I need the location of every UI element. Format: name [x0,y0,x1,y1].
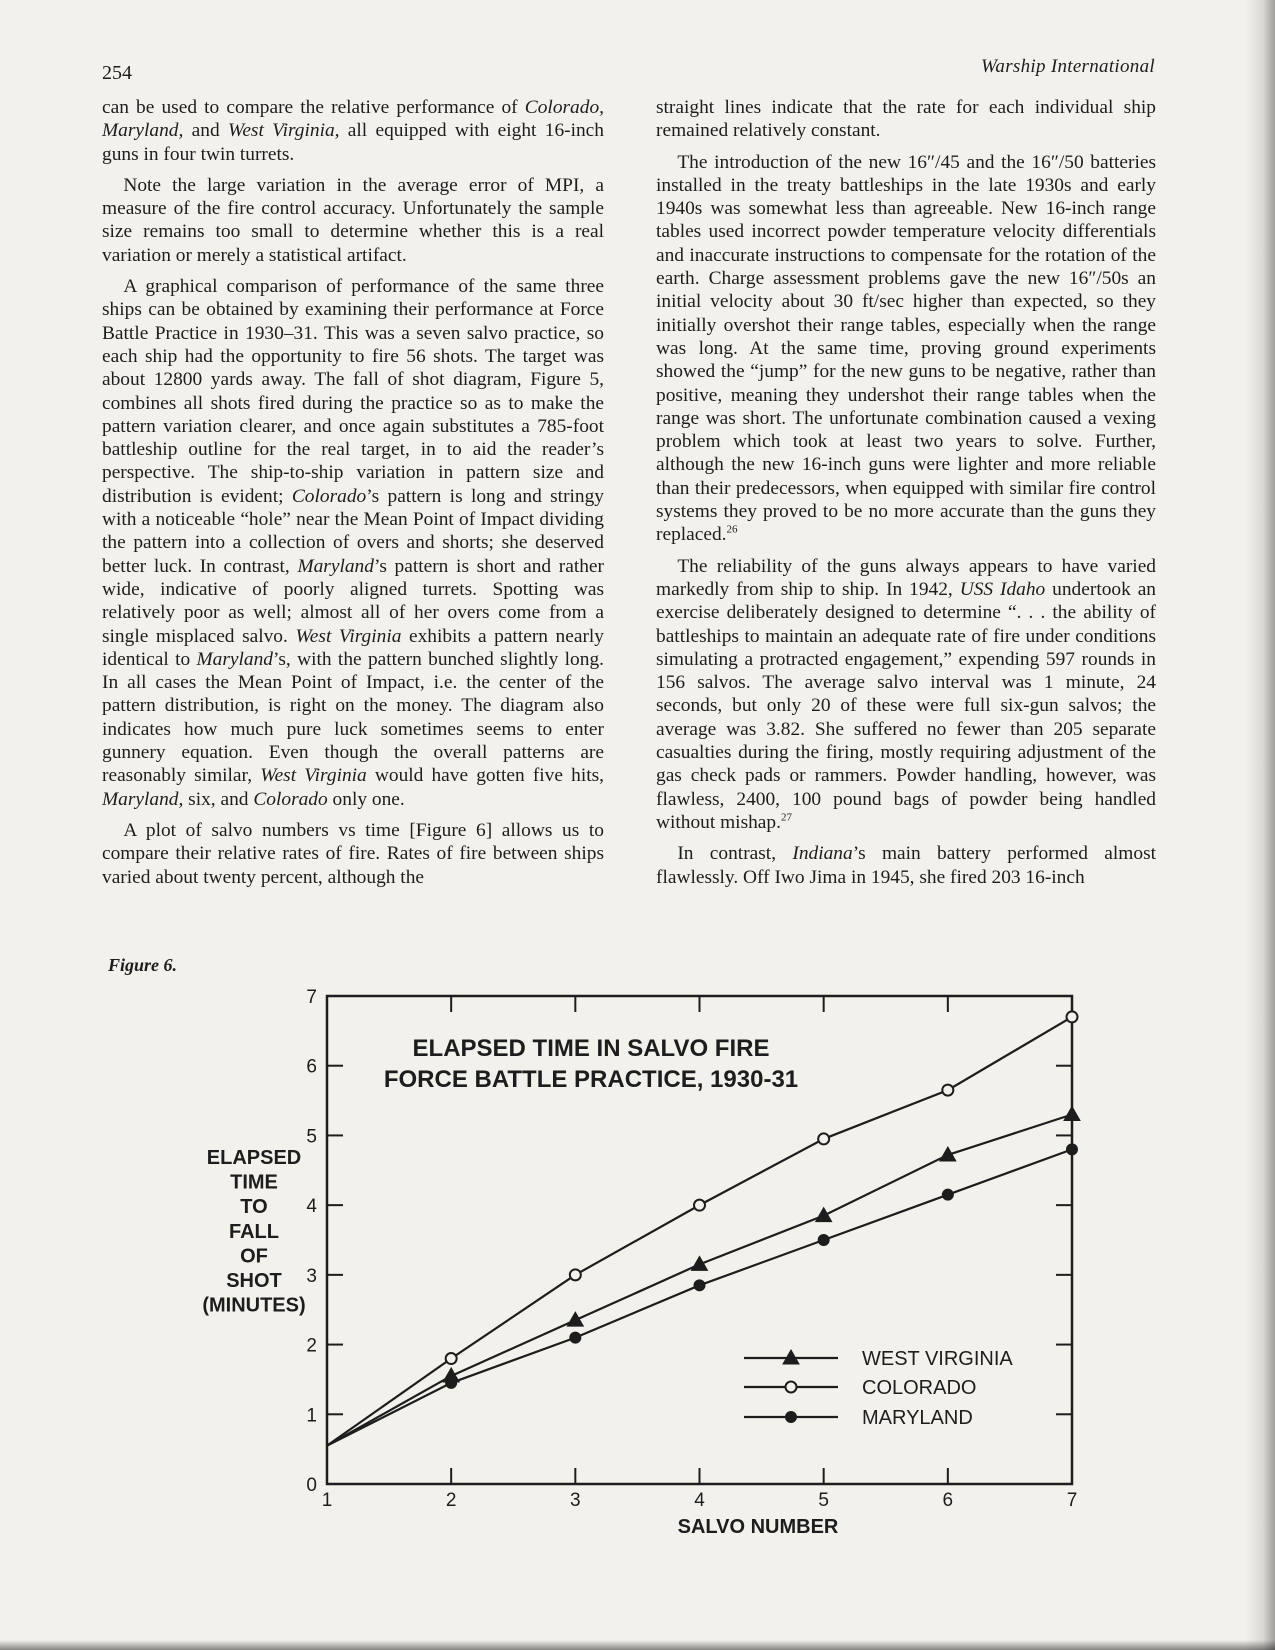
text-run: Maryland, [102,788,184,810]
data-point [818,1235,829,1246]
text-run: West Virginia [260,765,367,787]
text-run: and [183,120,228,142]
text-run: The reliability of the guns always appears to have varied markedly from ship to ship. In 1942, [656,555,1156,600]
text-run: exhibits a pattern nearly identical to [102,625,604,670]
series-colorado [327,1011,1078,1445]
page-bottom-edge [0,1640,1275,1650]
data-point [694,1280,705,1291]
footnote-ref: 26 [726,523,738,536]
data-point [443,1368,459,1382]
chart-title-line: FORCE BATTLE PRACTICE, 1930-31 [383,1066,799,1093]
text-run: Colorado [291,485,367,507]
data-point [1067,1011,1078,1022]
paragraph [656,151,1156,547]
x-tick-label: 3 [570,1490,581,1511]
y-axis-label-line: FALL [229,1220,279,1243]
x-tick-label: 4 [694,1490,705,1511]
text-run: Colorado, Maryland, [102,97,604,142]
series-line [327,1017,1072,1446]
text-run: straight lines indicate that the rate for each individual ship remained relatively constant. [656,97,1156,142]
y-tick-label: 5 [306,1126,317,1148]
y-tick-label: 6 [306,1056,317,1078]
text-run: Note the large variation in the average error of MPI, a measure of the fire control accuracy. Unfortunately the sample size remains too small to determine whether this is a real variation or merely a statistical artifact. [102,174,604,266]
text-run: In contrast, [677,843,793,865]
text-run: West Virginia [295,625,402,647]
x-tick-label: 6 [942,1490,954,1511]
data-point [694,1200,705,1211]
y-tick-label: 2 [306,1335,317,1357]
x-tick-label: 1 [321,1490,333,1511]
data-point [570,1269,581,1280]
text-run: USS Idaho [959,578,1046,600]
chart-legend [744,1348,1013,1429]
paragraph [102,96,604,166]
text-run: The introduction of the new 16″/45 and the 16″/50 batteries installed in the treaty battleships in the late 1930s and early 1940s was somewhat less than agreeable. New 16-inch range tables used incorrect powder temperature velocity differentials and inaccurate instructions to compensate for the rotation of the earth. Charge assessment problems gave the new 16″/50s an initial velocity about 30 ft/sec higher than expected, so they initially overshot their range tables, especially when the range was long. At the same time, proving ground experiments showed the “jump” for the new guns to be negative, rather than positive, meaning they undershot their range tables when the range was short. The unfortunate combination caused a vexing problem which took at least two years to solve. Further, although the new 16-inch guns were lighter and more reliable than their predecessors, when equipped with similar fire control systems they proved to be no more accurate than the guns they replaced. [656,151,1156,546]
data-point [940,1147,956,1161]
data-point [446,1377,457,1388]
text-run: Maryland [196,648,273,670]
text-run: Colorado [253,788,328,810]
data-point [816,1208,832,1222]
chart-title-line: ELAPSED TIME IN SALVO FIRE [412,1035,770,1062]
x-tick-label: 2 [445,1490,457,1511]
text-run: A graphical comparison of performance of the same three ships can be obtained by examining their performance at Force Battle Practice in 1930–31. This was a seven salvo practice, so each ship had the opportunity to fire 56 shots. The target was about 12800 yards away. The fall of shot diagram, Figure 5, combines all shots fired during the practice so as to make the pattern variation clearer, and once again substitutes a 785-foot battleship outline for the real target, in to aid the reader’s perspective. The ship-to-ship variation in pattern size and distribution is evident; [102,276,604,507]
y-tick-label: 4 [306,1196,317,1218]
legend-marker [786,1382,797,1393]
y-tick-label: 3 [306,1265,317,1287]
series-maryland [327,1144,1078,1446]
data-point [692,1256,708,1270]
data-point [1067,1144,1078,1155]
text-run: Maryland [297,555,374,577]
journal-name: Warship International [981,56,1155,77]
paragraph [102,174,604,267]
text-run: ’s pattern is long and stringy with a noticeable “hole” near the Mean Point of Impact dividing the pattern into a collection of overs and shorts; she deserved better luck. In contrast, [102,485,605,577]
text-run: only one. [327,788,405,810]
series-line [327,1115,1072,1446]
text-run: West Virginia, [227,120,340,142]
text-run: undertook an exercise deliberately designed to determine “. . . the ability of battleships to maintain an adequate rate of fire under conditions simulating a protracted engagement,” expending 597 rounds in 156 salvos. The average salvo interval was 1 minute, 24 seconds, but only 20 of these were full six-gun salvos; the average was 3.82. She suffered no fewer than 205 separate casualties during the firing, mostly requiring adjustment of the gas check pads or rammers. Powder handling, however, was flawless, 2400, 100 pound bags of powder being handled without mishap. [656,578,1157,833]
page-number: 254 [102,62,132,84]
text-run: all equipped with eight 16-inch guns in four twin turrets. [102,120,604,165]
plot-frame [327,996,1072,1484]
legend-label: MARYLAND [862,1407,973,1429]
chart-ticks [327,996,1072,1484]
x-tick-label: 5 [818,1490,829,1511]
y-axis-label-line: (MINUTES) [202,1294,306,1317]
paragraph [656,555,1156,835]
data-point [570,1332,581,1343]
y-axis-label-line: ELAPSED [206,1147,302,1169]
paragraph [656,842,1156,889]
text-run: Indiana [792,843,853,865]
legend-label: WEST VIRGINIA [862,1348,1013,1370]
legend-marker [786,1412,797,1423]
footnote-ref: 27 [780,811,792,824]
text-run: can be used to compare the relative performance of [102,97,525,118]
chart-text [202,987,1077,1538]
paragraph [102,819,604,889]
right-column [656,96,1156,897]
data-point [942,1189,953,1200]
text-run: ’s main battery performed almost flawlessly. Off Iwo Jima in 1945, she fired 203 16-inch [656,843,1157,888]
text-run: ’s, with the pattern bunched slightly long. In all cases the Mean Point of Impact, i.e. the center of the pattern distribution, is right on the money. The diagram also indicates how much pure luck sometimes seems to enter gunnery equation. Even though the overall patterns are reasonably similar, [102,648,604,787]
y-axis-label-line: SHOT [226,1270,282,1292]
data-point [567,1312,583,1326]
x-axis-label: SALVO NUMBER [677,1516,839,1538]
series-west-virginia [327,1107,1080,1446]
y-tick-label: 7 [306,987,317,1008]
paragraph [656,96,1156,143]
data-point [446,1353,457,1364]
data-point [1064,1107,1080,1121]
chart-series [327,1011,1080,1445]
y-axis-label-line: TO [240,1196,268,1219]
text-run: A plot of salvo numbers vs time [Figure 6] allows us to compare their relative rates of fire. Rates of fire between ships varied about twenty percent, although the [102,819,604,888]
text-run: six, and [183,788,254,810]
left-column [102,96,604,897]
paragraph [102,275,604,811]
page-edge-shadow [1245,0,1275,1650]
data-point [818,1133,829,1144]
chart-frame [327,996,1072,1484]
figure-caption: Figure 6. [108,955,178,975]
y-axis-label-line: OF [240,1245,268,1268]
text-run: ’s pattern is short and rather wide, indicative of poorly aligned turrets. Spotting was relatively poor as well; almost all of her overs come from a single misplaced salvo. [102,555,604,647]
legend-marker [783,1350,799,1364]
y-axis-label-line: TIME [230,1171,278,1194]
series-line [327,1149,1072,1445]
y-tick-label: 1 [306,1405,317,1427]
legend-label: COLORADO [862,1377,977,1399]
y-tick-label: 0 [306,1475,317,1496]
text-run: would have gotten five hits, [366,765,604,787]
data-point [942,1085,953,1096]
x-tick-label: 7 [1066,1490,1078,1511]
